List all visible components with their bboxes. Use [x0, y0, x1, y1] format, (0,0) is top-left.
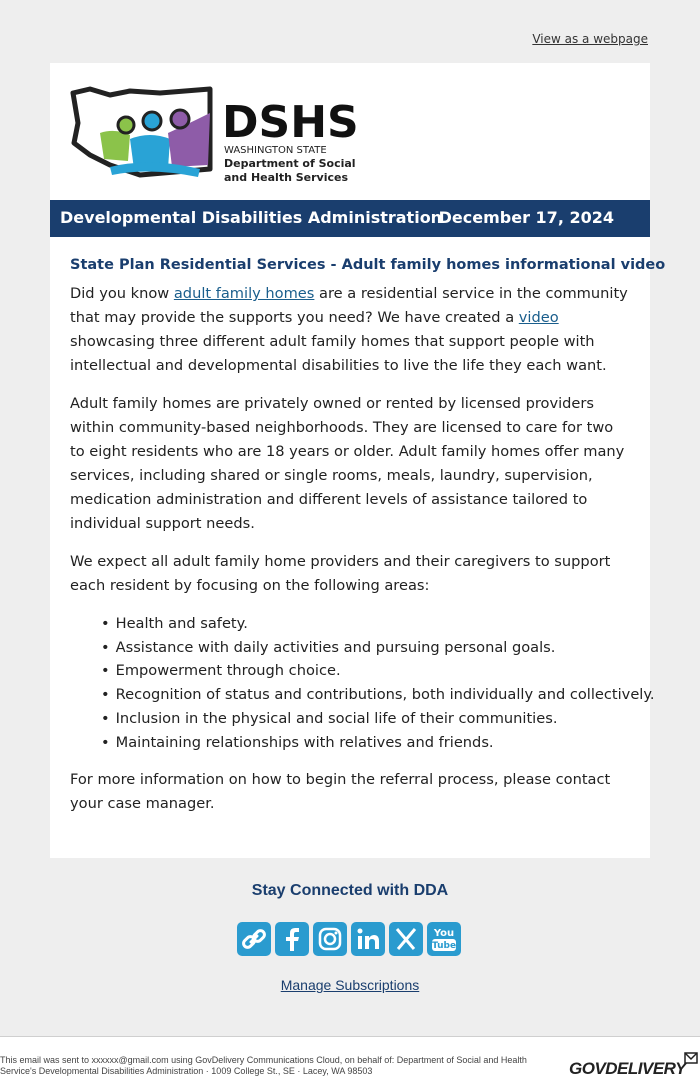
- department-name: Developmental Disabilities Administration: [60, 208, 443, 227]
- linkedin-icon[interactable]: [351, 922, 385, 956]
- footer-disclaimer: This email was sent to xxxxxx@gmail.com using GovDelivery Communications Cloud, on behalf of: Department of Social and Health Service's Developmental Disabilities Administration · 1009 College St., SE · Lacey, WA 98503: [0, 1055, 527, 1076]
- govdelivery-logo[interactable]: GOVDELIVERY: [569, 1059, 686, 1078]
- paragraph-contact: For more information on how to begin the referral process, please contact your case manager.: [70, 771, 611, 813]
- x-icon[interactable]: [389, 922, 423, 956]
- video-link[interactable]: video: [518, 309, 559, 326]
- list-item: • Recognition of status and contributions, both individually and collectively.: [101, 683, 630, 707]
- dshs-logo-mark: [70, 83, 360, 183]
- envelope-icon: [684, 1052, 698, 1064]
- focus-areas-list: [70, 612, 655, 754]
- email-card: [50, 63, 666, 858]
- issue-date: December 17, 2024: [438, 208, 614, 227]
- list-item: • Inclusion in the physical and social life of their communities.: [101, 707, 630, 731]
- header-banner: [50, 200, 650, 237]
- facebook-icon[interactable]: [275, 922, 309, 956]
- manage-subscriptions-link[interactable]: Manage Subscriptions: [280, 977, 420, 993]
- stay-connected-heading: Stay Connected with DDA: [251, 882, 449, 899]
- intro-text-3: showcasing three different adult family homes that support people with intellectual and developmental disabilities to live the life they each want.: [70, 333, 607, 374]
- list-item: • Assistance with daily activities and pursuing personal goals.: [101, 636, 630, 660]
- link-icon[interactable]: [237, 922, 271, 956]
- list-item: • Empowerment through choice.: [101, 659, 630, 683]
- paragraph-expectations: We expect all adult family home providers and their caregivers to support each resident by focusing on the following areas:: [70, 553, 611, 594]
- footer: [0, 1036, 700, 1085]
- top-bar: [0, 0, 700, 63]
- paragraph-description: Adult family homes are privately owned or rented by licensed providers within community-based neighborhoods. They are licensed to care for two to eight residents who are 18 years or older. Adult family homes offer many services, including shared or single rooms, meals, laundry, supervision, medication administration and different levels of assistance tailored to individual support needs.: [70, 395, 625, 532]
- youtube-icon[interactable]: [427, 922, 461, 956]
- intro-text-1: Did you know: [70, 285, 174, 302]
- logo-wordmark: DSHS: [222, 97, 359, 148]
- logo-dept-line1: Department of Social: [224, 157, 356, 170]
- view-as-webpage-link[interactable]: View as a webpage: [532, 32, 648, 46]
- instagram-icon[interactable]: [313, 922, 347, 956]
- logo-state: WASHINGTON STATE: [224, 145, 327, 156]
- article-body: [70, 257, 666, 830]
- svg-text:Tube: Tube: [431, 941, 457, 951]
- adult-family-homes-link[interactable]: adult family homes: [173, 285, 315, 302]
- list-item: • Maintaining relationships with relatives and friends.: [101, 731, 630, 755]
- intro-text-2: are a residential service in the community that may provide the supports you need? We have created a: [70, 285, 628, 326]
- dshs-logo[interactable]: [70, 83, 360, 183]
- paragraph-intro: [70, 282, 630, 378]
- logo-dept-line2: and Health Services: [224, 171, 349, 183]
- svg-text:You: You: [433, 928, 455, 939]
- article-title: State Plan Residential Services - Adult family homes informational video: [70, 257, 666, 273]
- list-item: • Health and safety.: [101, 612, 630, 636]
